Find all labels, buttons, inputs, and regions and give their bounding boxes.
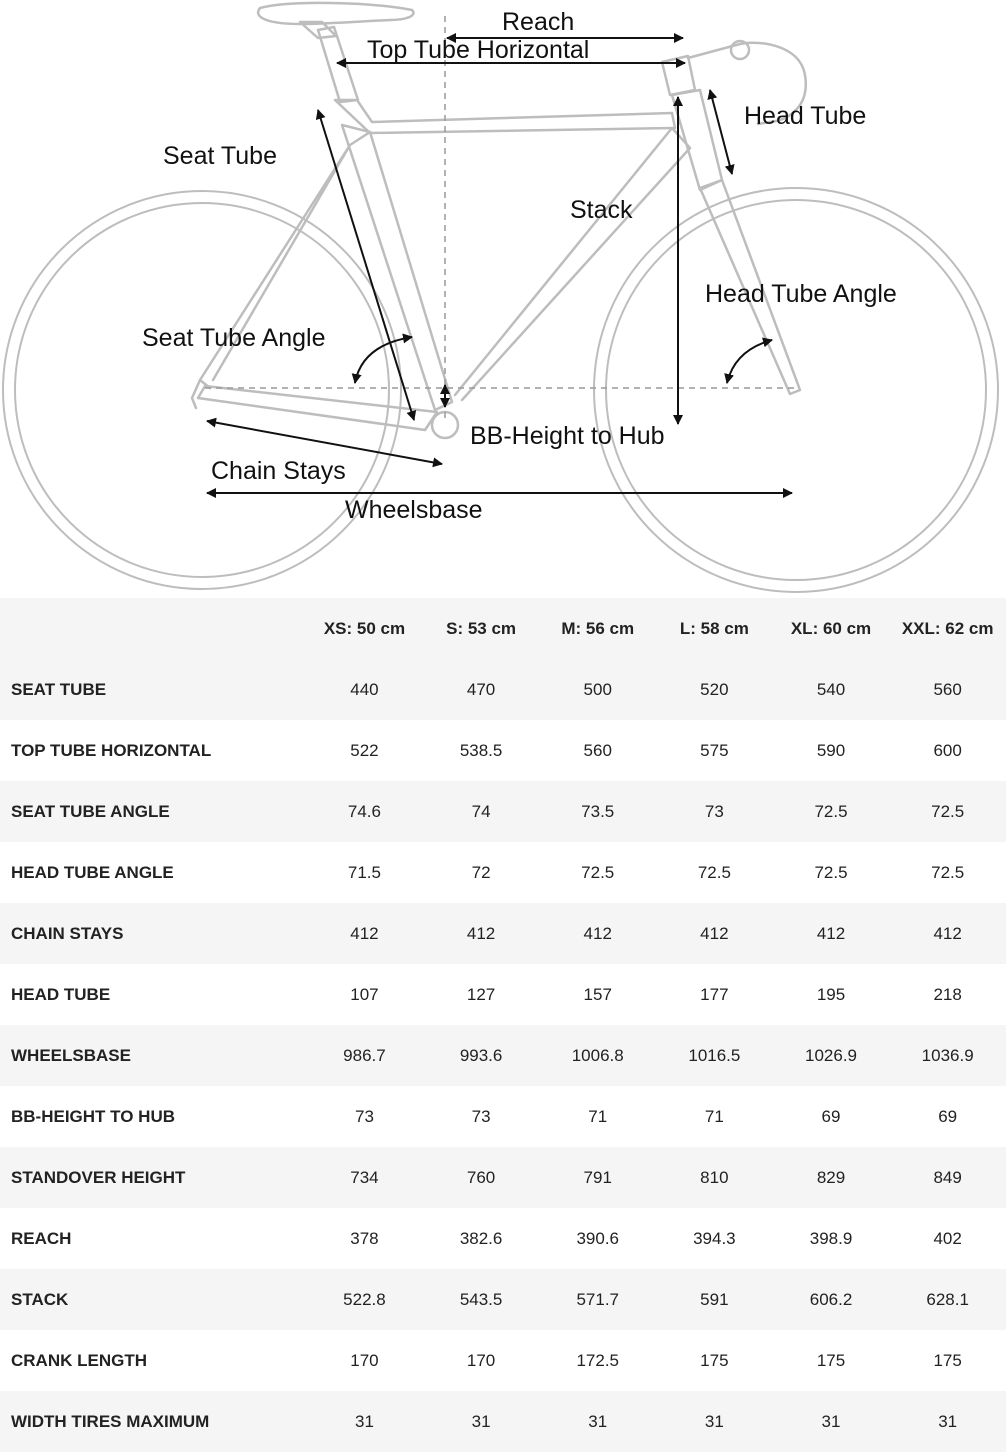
row-label: WIDTH TIRES MAXIMUM (11, 1411, 210, 1431)
table-cell: 382.6 (459, 1228, 503, 1248)
table-cell: 31 (938, 1411, 958, 1431)
table-cell: 72.5 (697, 862, 731, 882)
table-cell: 734 (350, 1167, 379, 1187)
table-cell: 810 (700, 1167, 729, 1187)
table-cell: 31 (354, 1411, 374, 1431)
seat-tube-arrow (318, 110, 414, 420)
table-cell: 560 (933, 679, 962, 699)
front-wheel (594, 188, 998, 592)
table-row (0, 1025, 1006, 1086)
table-cell: 69 (821, 1106, 841, 1126)
table-row (0, 1269, 1006, 1330)
table-cell: 71 (588, 1106, 608, 1126)
table-row (0, 720, 1006, 781)
table-row (0, 903, 1006, 964)
table-cell: 1016.5 (688, 1045, 741, 1065)
row-label: HEAD TUBE (11, 984, 111, 1004)
table-cell: 540 (816, 679, 846, 699)
header-cell-xl: XL: 60 cm (790, 618, 872, 638)
table-cell: 74.6 (347, 801, 381, 821)
table-cell: 791 (583, 1167, 612, 1187)
table-cell: 72.5 (931, 862, 965, 882)
table-cell: 402 (933, 1228, 962, 1248)
table-row (0, 1330, 1006, 1391)
table-header-row (0, 598, 1006, 659)
table-cell: 606.2 (809, 1289, 853, 1309)
label-seat-tube: Seat Tube (163, 142, 277, 170)
table-cell: 175 (933, 1350, 962, 1370)
table-cell: 394.3 (693, 1228, 736, 1248)
table-row (0, 781, 1006, 842)
table-cell: 760 (466, 1167, 496, 1187)
bike-frame (192, 3, 806, 438)
table-cell: 412 (700, 923, 729, 943)
table-cell: 538.5 (459, 740, 503, 760)
table-cell: 107 (350, 984, 379, 1004)
table-body (0, 659, 1006, 1452)
table-row (0, 1391, 1006, 1452)
label-head-tube: Head Tube (744, 102, 867, 130)
table-cell: 195 (816, 984, 846, 1004)
table-cell: 1026.9 (805, 1045, 857, 1065)
table-cell: 175 (700, 1350, 729, 1370)
table-cell: 993.6 (459, 1045, 503, 1065)
header-cell-xs: XS: 50 cm (323, 618, 406, 638)
row-label: CHAIN STAYS (11, 923, 124, 943)
row-label: CRANK LENGTH (11, 1350, 147, 1370)
table-cell: 177 (700, 984, 729, 1004)
table-cell: 560 (583, 740, 612, 760)
geometry-table (0, 598, 1006, 1452)
table-cell: 522.8 (343, 1289, 386, 1309)
table-cell: 412 (350, 923, 379, 943)
table-row (0, 964, 1006, 1025)
table-cell: 31 (704, 1411, 724, 1431)
head-tube-angle-arc (727, 340, 772, 383)
header-cell-m: M: 56 cm (561, 618, 635, 638)
table-cell: 986.7 (343, 1045, 386, 1065)
table-cell: 412 (583, 923, 612, 943)
table-cell: 571.7 (576, 1289, 619, 1309)
row-label: SEAT TUBE (11, 679, 107, 699)
row-label: STANDOVER HEIGHT (11, 1167, 186, 1187)
table-cell: 31 (471, 1411, 491, 1431)
table-cell: 170 (466, 1350, 496, 1370)
label-head-tube-angle: Head Tube Angle (705, 280, 897, 308)
table-cell: 175 (816, 1350, 846, 1370)
table-cell: 398.9 (809, 1228, 853, 1248)
table-cell: 72.5 (814, 801, 848, 821)
table-cell: 500 (583, 679, 612, 699)
table-row (0, 659, 1006, 720)
table-cell: 849 (933, 1167, 962, 1187)
row-label: HEAD TUBE ANGLE (11, 862, 174, 882)
table-row (0, 842, 1006, 903)
table-cell: 440 (350, 679, 379, 699)
table-cell: 628.1 (926, 1289, 969, 1309)
table-cell: 412 (466, 923, 496, 943)
row-label: TOP TUBE HORIZONTAL (11, 740, 212, 760)
table-cell: 73 (704, 801, 724, 821)
table-cell: 412 (933, 923, 962, 943)
table-cell: 390.6 (576, 1228, 619, 1248)
table-cell: 71.5 (347, 862, 381, 882)
table-cell: 170 (350, 1350, 379, 1370)
label-stack: Stack (570, 196, 633, 224)
table-cell: 74 (471, 801, 491, 821)
table-row (0, 1147, 1006, 1208)
header-cell-l: L: 58 cm (679, 618, 749, 638)
header-cell-s: S: 53 cm (446, 618, 517, 638)
table-cell: 600 (933, 740, 962, 760)
header-cell (0, 598, 306, 659)
table-cell: 72.5 (581, 862, 615, 882)
label-chain-stays: Chain Stays (211, 457, 346, 485)
table-cell: 470 (466, 679, 496, 699)
label-bb-height-to-hub: BB-Height to Hub (470, 422, 665, 450)
label-wheelsbase: Wheelsbase (345, 496, 483, 524)
table-cell: 73 (471, 1106, 491, 1126)
table-cell: 1036.9 (921, 1045, 974, 1065)
label-reach: Reach (502, 8, 575, 36)
table-cell: 73.5 (581, 801, 615, 821)
table-cell: 31 (821, 1411, 841, 1431)
header-cell-xxl: XXL: 62 cm (901, 618, 994, 638)
table-cell: 69 (938, 1106, 958, 1126)
reference-lines (205, 16, 795, 422)
table-cell: 31 (588, 1411, 608, 1431)
table-cell: 157 (583, 984, 612, 1004)
table-cell: 590 (816, 740, 846, 760)
table-cell: 1006.8 (571, 1045, 624, 1065)
row-label: BB-HEIGHT TO HUB (11, 1106, 176, 1126)
table-cell: 72.5 (814, 862, 848, 882)
table-cell: 378 (350, 1228, 379, 1248)
row-label: WHEELSBASE (11, 1045, 131, 1065)
row-label: SEAT TUBE ANGLE (11, 801, 170, 821)
table-row (0, 1208, 1006, 1269)
table-cell: 72.5 (931, 801, 965, 821)
head-tube-arrow (710, 90, 732, 174)
table-cell: 73 (354, 1106, 374, 1126)
table-cell: 218 (933, 984, 962, 1004)
table-cell: 575 (700, 740, 729, 760)
table-cell: 522 (350, 740, 379, 760)
label-top-tube-horizontal: Top Tube Horizontal (367, 36, 590, 64)
label-seat-tube-angle: Seat Tube Angle (142, 324, 326, 352)
row-label: REACH (11, 1228, 72, 1248)
table-cell: 72 (471, 862, 491, 882)
table-cell: 829 (816, 1167, 846, 1187)
table-cell: 520 (700, 679, 729, 699)
bike-geometry-diagram (0, 0, 1006, 600)
table-cell: 591 (700, 1289, 729, 1309)
table-cell: 412 (816, 923, 846, 943)
table-cell: 172.5 (576, 1350, 619, 1370)
table-cell: 127 (466, 984, 496, 1004)
row-label: STACK (11, 1289, 69, 1309)
table-cell: 543.5 (459, 1289, 503, 1309)
table-cell: 71 (704, 1106, 724, 1126)
table-row (0, 1086, 1006, 1147)
